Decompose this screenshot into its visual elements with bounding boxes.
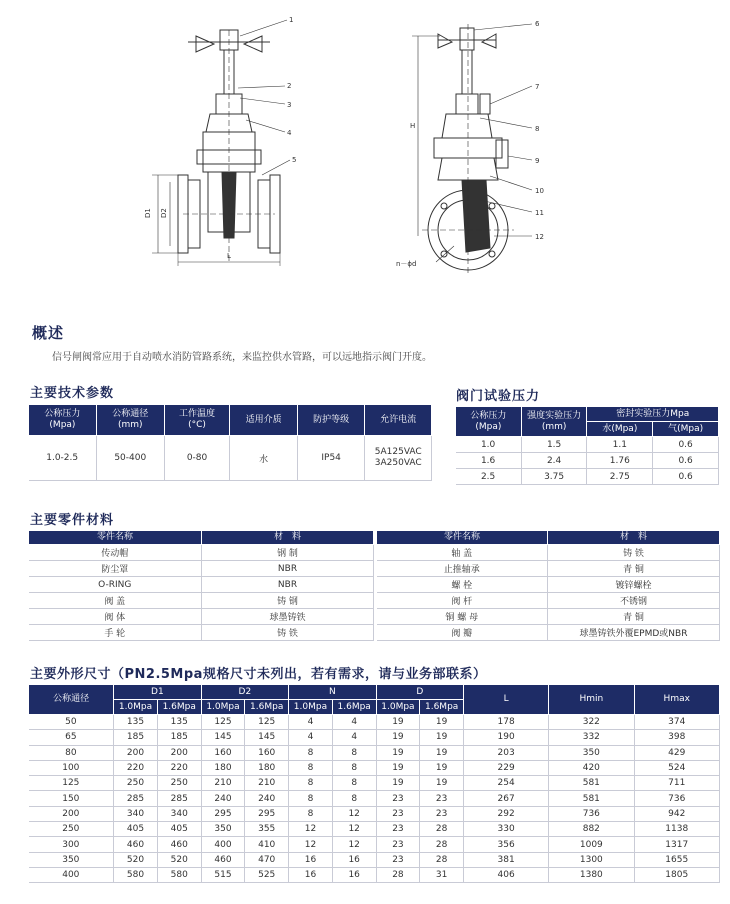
table-row bbox=[29, 625, 374, 641]
cell: 340 bbox=[157, 806, 201, 821]
cell: 23 bbox=[376, 791, 420, 806]
cell: 340 bbox=[114, 806, 158, 821]
cell: 581 bbox=[549, 776, 634, 791]
cell: 4 bbox=[289, 715, 333, 730]
th-sub: 1.0Mpa bbox=[289, 700, 333, 715]
cell: 0.6 bbox=[653, 437, 719, 453]
cell: 125 bbox=[245, 715, 289, 730]
cell: 736 bbox=[549, 806, 634, 821]
cell: 4 bbox=[289, 730, 333, 745]
table-row bbox=[29, 791, 720, 806]
table-row bbox=[29, 745, 720, 760]
table-row bbox=[29, 760, 720, 775]
cell: 50-400 bbox=[96, 436, 164, 481]
cell: 374 bbox=[634, 715, 720, 730]
cell: 330 bbox=[464, 822, 549, 837]
cell: 1.1 bbox=[587, 437, 653, 453]
cell: NBR bbox=[202, 577, 374, 593]
cell: 19 bbox=[376, 745, 420, 760]
cell: 16 bbox=[289, 867, 333, 882]
callout-3: 3 bbox=[287, 101, 292, 109]
cell: 31 bbox=[420, 867, 464, 882]
th-sub: 1.0Mpa bbox=[201, 700, 245, 715]
cell: 711 bbox=[634, 776, 720, 791]
cell: 460 bbox=[201, 852, 245, 867]
cell: 16 bbox=[289, 852, 333, 867]
th-protection: 防护等级 bbox=[297, 405, 365, 436]
cell: 267 bbox=[464, 791, 549, 806]
materials-table-left bbox=[28, 530, 374, 641]
cell: 200 bbox=[114, 745, 158, 760]
th-current: 允许电流 bbox=[365, 405, 432, 436]
th-part-name: 零件名称 bbox=[29, 531, 202, 545]
cell: 250 bbox=[157, 776, 201, 791]
dims-title: 主要外形尺寸（PN2.5Mpa规格尺寸未列出，若有需求，请与业务部联系） bbox=[30, 667, 487, 682]
cell: 229 bbox=[464, 760, 549, 775]
callout-8: 8 bbox=[535, 125, 540, 133]
th-sub: 1.6Mpa bbox=[245, 700, 289, 715]
cell: 515 bbox=[201, 867, 245, 882]
cell: 405 bbox=[157, 822, 201, 837]
cell: 332 bbox=[549, 730, 634, 745]
cell: 150 bbox=[29, 791, 114, 806]
cell: 65 bbox=[29, 730, 114, 745]
cell: 28 bbox=[376, 867, 420, 882]
cell: 125 bbox=[29, 776, 114, 791]
cell: 青 铜 bbox=[548, 609, 720, 625]
callout-2: 2 bbox=[287, 82, 292, 90]
cell: NBR bbox=[202, 561, 374, 577]
th-sub: 1.6Mpa bbox=[157, 700, 201, 715]
cell: 12 bbox=[332, 837, 376, 852]
dims-table bbox=[28, 684, 720, 883]
table-header-row bbox=[456, 407, 719, 422]
cell: 240 bbox=[201, 791, 245, 806]
cell: 180 bbox=[245, 760, 289, 775]
dim-h: H bbox=[410, 122, 416, 130]
table-row bbox=[456, 437, 719, 453]
cell: 0.6 bbox=[653, 453, 719, 469]
table-row bbox=[29, 561, 374, 577]
dim-d2: D2 bbox=[160, 208, 168, 218]
cell: 160 bbox=[201, 745, 245, 760]
table-row bbox=[377, 609, 720, 625]
cell: 16 bbox=[332, 852, 376, 867]
cell: 135 bbox=[114, 715, 158, 730]
cell: 8 bbox=[332, 791, 376, 806]
cell: 球墨铸铁外覆EPMD或NBR bbox=[548, 625, 720, 641]
table-header-row bbox=[377, 531, 720, 545]
cell: 1.6 bbox=[456, 453, 522, 469]
cell: 球墨铸铁 bbox=[202, 609, 374, 625]
cell: 水 bbox=[230, 436, 297, 481]
cell: 28 bbox=[420, 837, 464, 852]
cell: 钢 制 bbox=[202, 545, 374, 561]
cell: 19 bbox=[376, 730, 420, 745]
cell: 145 bbox=[245, 730, 289, 745]
th-l: L bbox=[464, 685, 549, 715]
th-nominal-pressure: 公称压力 (Mpa) bbox=[29, 405, 97, 436]
cell: 185 bbox=[157, 730, 201, 745]
dim-l: L bbox=[227, 252, 231, 260]
overview-text: 信号闸阀常应用于自动喷水消防管路系统，来监控供水管路，可以远地指示阀门开度。 bbox=[52, 352, 432, 363]
cell: 8 bbox=[289, 745, 333, 760]
cell: 210 bbox=[245, 776, 289, 791]
cell: 23 bbox=[376, 806, 420, 821]
cell: 400 bbox=[201, 837, 245, 852]
dims-rows bbox=[29, 715, 720, 883]
cell: 3.75 bbox=[521, 469, 587, 485]
cell: 12 bbox=[332, 806, 376, 821]
callout-6: 6 bbox=[535, 20, 540, 28]
cell: 240 bbox=[245, 791, 289, 806]
cell: 8 bbox=[332, 745, 376, 760]
cell: 12 bbox=[289, 837, 333, 852]
th-dn: 公称通径 bbox=[29, 685, 114, 715]
cell: 398 bbox=[634, 730, 720, 745]
test-pressure-table bbox=[455, 406, 719, 485]
cell: 19 bbox=[376, 776, 420, 791]
cell: 1380 bbox=[549, 867, 634, 882]
cell: 203 bbox=[464, 745, 549, 760]
table-row bbox=[377, 545, 720, 561]
table-row bbox=[456, 469, 719, 485]
th-material: 材 料 bbox=[202, 531, 374, 545]
cell: 1317 bbox=[634, 837, 720, 852]
cell: 350 bbox=[201, 822, 245, 837]
th-strength: 强度实验压力 (mm) bbox=[521, 407, 587, 437]
cell: 8 bbox=[332, 760, 376, 775]
cell: 1.76 bbox=[587, 453, 653, 469]
cell: IP54 bbox=[297, 436, 365, 481]
cell: 295 bbox=[201, 806, 245, 821]
table-row bbox=[456, 453, 719, 469]
front-view bbox=[152, 20, 290, 266]
cell: 460 bbox=[114, 837, 158, 852]
cell: 285 bbox=[114, 791, 158, 806]
cell: 阀 盖 bbox=[29, 593, 202, 609]
cell: 19 bbox=[420, 715, 464, 730]
cell: 2.75 bbox=[587, 469, 653, 485]
cell: 400 bbox=[29, 867, 114, 882]
overview-title: 概述 bbox=[32, 324, 65, 342]
cell: 882 bbox=[549, 822, 634, 837]
cell: 736 bbox=[634, 791, 720, 806]
cell: 356 bbox=[464, 837, 549, 852]
cell: 1.5 bbox=[521, 437, 587, 453]
cell: 1.0 bbox=[456, 437, 522, 453]
cell: 1655 bbox=[634, 852, 720, 867]
cell: 180 bbox=[201, 760, 245, 775]
th-nominal-diameter: 公称通径 (mm) bbox=[96, 405, 164, 436]
table-row bbox=[377, 593, 720, 609]
callout-1: 1 bbox=[289, 16, 294, 24]
cell: 178 bbox=[464, 715, 549, 730]
cell: 200 bbox=[29, 806, 114, 821]
cell: 阀 瓣 bbox=[377, 625, 548, 641]
cell: 80 bbox=[29, 745, 114, 760]
cell: 阀 杆 bbox=[377, 593, 548, 609]
cell: 250 bbox=[29, 822, 114, 837]
side-view bbox=[412, 24, 532, 275]
cell: 406 bbox=[464, 867, 549, 882]
cell: 铸 钢 bbox=[202, 593, 374, 609]
cell: 160 bbox=[245, 745, 289, 760]
cell: 阀 体 bbox=[29, 609, 202, 625]
th-seal: 密封实验压力Mpa bbox=[587, 407, 719, 422]
cell: 铜 螺 母 bbox=[377, 609, 548, 625]
th-medium: 适用介质 bbox=[230, 405, 297, 436]
cell: 2.5 bbox=[456, 469, 522, 485]
callout-9: 9 bbox=[535, 157, 540, 165]
cell: 5A125VAC 3A250VAC bbox=[365, 436, 432, 481]
callout-12: 12 bbox=[535, 233, 544, 241]
cell: 350 bbox=[29, 852, 114, 867]
materials-table-right bbox=[376, 530, 720, 641]
cell: 145 bbox=[201, 730, 245, 745]
cell: 防尘罩 bbox=[29, 561, 202, 577]
th-d: D bbox=[376, 685, 463, 700]
valve-technical-drawing bbox=[0, 0, 730, 300]
cell: O-RING bbox=[29, 577, 202, 593]
th-water: 水(Mpa) bbox=[587, 422, 653, 437]
th-sub: 1.6Mpa bbox=[332, 700, 376, 715]
cell: 185 bbox=[114, 730, 158, 745]
table-row bbox=[29, 837, 720, 852]
table-header-row bbox=[29, 531, 374, 545]
materials-rows-right bbox=[377, 545, 720, 641]
cell: 传动帽 bbox=[29, 545, 202, 561]
cell: 23 bbox=[420, 806, 464, 821]
cell: 16 bbox=[332, 867, 376, 882]
cell: 轴 盖 bbox=[377, 545, 548, 561]
cell: 525 bbox=[245, 867, 289, 882]
callout-4: 4 bbox=[287, 129, 292, 137]
table-row bbox=[377, 577, 720, 593]
table-row bbox=[29, 715, 720, 730]
dim-d1: D1 bbox=[144, 208, 152, 218]
cell: 460 bbox=[157, 837, 201, 852]
cell: 322 bbox=[549, 715, 634, 730]
cell: 8 bbox=[289, 791, 333, 806]
cell: 405 bbox=[114, 822, 158, 837]
cell: 2.4 bbox=[521, 453, 587, 469]
th-sub: 1.0Mpa bbox=[114, 700, 158, 715]
cell: 12 bbox=[332, 822, 376, 837]
cell: 19 bbox=[376, 760, 420, 775]
table-row bbox=[29, 822, 720, 837]
cell: 942 bbox=[634, 806, 720, 821]
table-row bbox=[29, 609, 374, 625]
cell: 28 bbox=[420, 852, 464, 867]
table-row bbox=[29, 852, 720, 867]
dim-n-phi-d: n－ϕd bbox=[396, 260, 417, 268]
cell: 铸 铁 bbox=[202, 625, 374, 641]
cell: 580 bbox=[157, 867, 201, 882]
cell: 螺 栓 bbox=[377, 577, 548, 593]
cell: 300 bbox=[29, 837, 114, 852]
cell: 23 bbox=[376, 852, 420, 867]
cell: 19 bbox=[420, 760, 464, 775]
cell: 355 bbox=[245, 822, 289, 837]
materials-rows-left bbox=[29, 545, 374, 641]
test-pressure-rows bbox=[456, 437, 719, 485]
cell: 1805 bbox=[634, 867, 720, 882]
cell: 1009 bbox=[549, 837, 634, 852]
cell: 23 bbox=[420, 791, 464, 806]
cell: 524 bbox=[634, 760, 720, 775]
cell: 200 bbox=[157, 745, 201, 760]
th-sub: 1.6Mpa bbox=[420, 700, 464, 715]
cell: 350 bbox=[549, 745, 634, 760]
table-row bbox=[29, 545, 374, 561]
table-row bbox=[29, 436, 432, 481]
cell: 50 bbox=[29, 715, 114, 730]
table-row bbox=[29, 776, 720, 791]
cell: 381 bbox=[464, 852, 549, 867]
cell: 220 bbox=[114, 760, 158, 775]
table-row bbox=[377, 625, 720, 641]
th-sub: 1.0Mpa bbox=[376, 700, 420, 715]
cell: 28 bbox=[420, 822, 464, 837]
th-hmax: Hmax bbox=[634, 685, 720, 715]
cell: 295 bbox=[245, 806, 289, 821]
th-material: 材 料 bbox=[548, 531, 720, 545]
table-header-row bbox=[29, 685, 720, 700]
cell: 镀锌螺栓 bbox=[548, 577, 720, 593]
cell: 0-80 bbox=[164, 436, 230, 481]
tech-params-table bbox=[28, 404, 432, 481]
cell: 铸 铁 bbox=[548, 545, 720, 561]
table-row bbox=[377, 561, 720, 577]
cell: 581 bbox=[549, 791, 634, 806]
table-row bbox=[29, 593, 374, 609]
cell: 210 bbox=[201, 776, 245, 791]
callout-11: 11 bbox=[535, 209, 544, 217]
cell: 220 bbox=[157, 760, 201, 775]
cell: 420 bbox=[549, 760, 634, 775]
cell: 4 bbox=[332, 715, 376, 730]
th-working-temp: 工作温度 (°C) bbox=[164, 405, 230, 436]
cell: 8 bbox=[289, 806, 333, 821]
callout-10: 10 bbox=[535, 187, 544, 195]
cell: 285 bbox=[157, 791, 201, 806]
cell: 580 bbox=[114, 867, 158, 882]
th-pressure: 公称压力 (Mpa) bbox=[456, 407, 522, 437]
cell: 520 bbox=[114, 852, 158, 867]
callout-5: 5 bbox=[292, 156, 297, 164]
table-row bbox=[29, 577, 374, 593]
cell: 青 铜 bbox=[548, 561, 720, 577]
cell: 23 bbox=[376, 822, 420, 837]
table-header-row bbox=[29, 405, 432, 436]
cell: 520 bbox=[157, 852, 201, 867]
th-hmin: Hmin bbox=[549, 685, 634, 715]
cell: 12 bbox=[289, 822, 333, 837]
th-gas: 气(Mpa) bbox=[653, 422, 719, 437]
cell: 1.0-2.5 bbox=[29, 436, 97, 481]
cell: 4 bbox=[332, 730, 376, 745]
th-d1: D1 bbox=[114, 685, 201, 700]
cell: 100 bbox=[29, 760, 114, 775]
callout-7: 7 bbox=[535, 83, 540, 91]
cell: 止推轴承 bbox=[377, 561, 548, 577]
cell: 292 bbox=[464, 806, 549, 821]
cell: 410 bbox=[245, 837, 289, 852]
table-row bbox=[29, 867, 720, 882]
table-row bbox=[29, 806, 720, 821]
cell: 1138 bbox=[634, 822, 720, 837]
th-n: N bbox=[289, 685, 376, 700]
cell: 不锈钢 bbox=[548, 593, 720, 609]
cell: 190 bbox=[464, 730, 549, 745]
cell: 19 bbox=[420, 730, 464, 745]
tech-params-title: 主要技术参数 bbox=[30, 386, 115, 401]
cell: 8 bbox=[289, 760, 333, 775]
cell: 23 bbox=[376, 837, 420, 852]
materials-title: 主要零件材料 bbox=[30, 513, 115, 528]
cell: 135 bbox=[157, 715, 201, 730]
cell: 125 bbox=[201, 715, 245, 730]
test-pressure-title: 阀门试验压力 bbox=[456, 389, 541, 404]
cell: 1300 bbox=[549, 852, 634, 867]
cell: 19 bbox=[420, 745, 464, 760]
cell: 手 轮 bbox=[29, 625, 202, 641]
cell: 8 bbox=[332, 776, 376, 791]
cell: 254 bbox=[464, 776, 549, 791]
cell: 8 bbox=[289, 776, 333, 791]
cell: 19 bbox=[376, 715, 420, 730]
cell: 250 bbox=[114, 776, 158, 791]
th-part-name: 零件名称 bbox=[377, 531, 548, 545]
th-d2: D2 bbox=[201, 685, 288, 700]
cell: 429 bbox=[634, 745, 720, 760]
cell: 19 bbox=[420, 776, 464, 791]
cell: 470 bbox=[245, 852, 289, 867]
table-row bbox=[29, 730, 720, 745]
cell: 0.6 bbox=[653, 469, 719, 485]
